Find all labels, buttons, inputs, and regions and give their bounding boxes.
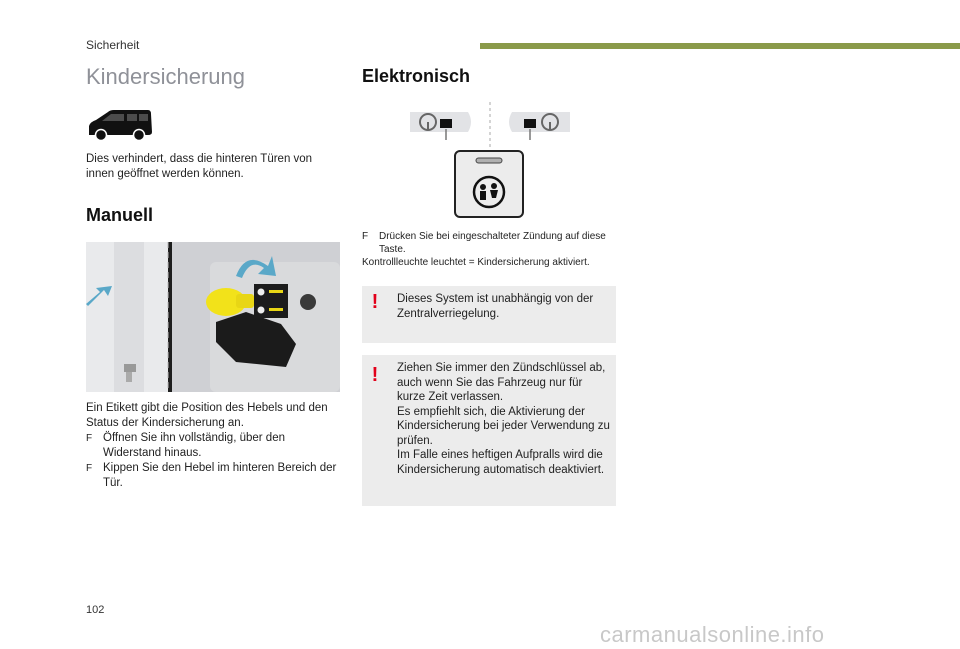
warning-icon: !	[371, 291, 379, 313]
warning-line: Im Falle eines heftigen Aufpralls wird die Kindersicherung automatisch deaktiviert.	[397, 449, 605, 476]
child-lock-button	[454, 150, 524, 218]
warning-box	[362, 355, 616, 506]
instruction-text: Drücken Sie bei eingeschalteter Zündung auf diese Taste.	[379, 231, 606, 255]
label-description	[86, 401, 342, 491]
header-accent-bar	[480, 43, 960, 49]
bullet-text: Öffnen Sie ihn vollständig, über den Widerstand hinaus.	[103, 432, 285, 459]
page-number: 102	[86, 604, 105, 616]
page-title: Kindersicherung	[86, 64, 245, 89]
instruction-block	[362, 230, 620, 269]
label-text: Ein Etikett gibt die Position des Hebels und den Status der Kindersicherung an.	[86, 402, 328, 429]
steering-position-illustration	[410, 102, 570, 148]
list-item	[362, 230, 620, 256]
warning-line: Es empfiehlt sich, die Aktivierung der Kindersicherung bei jeder Verwendung zu prüfen.	[397, 405, 610, 447]
watermark: carmanualsonline.info	[600, 622, 825, 647]
intro-text: Dies verhindert, dass die hinteren Türen von innen geöffnet werden können.	[86, 153, 313, 180]
warning-text	[397, 361, 611, 477]
warning-icon: !	[371, 364, 379, 386]
bullet-mark: F	[86, 463, 93, 474]
indicator-text: Kontrollleuchte leuchtet = Kindersicherung aktiviert.	[362, 257, 590, 268]
list-item	[86, 431, 342, 461]
car-icon	[86, 106, 154, 142]
electronic-heading: Elektronisch	[362, 66, 471, 86]
bullet-mark: F	[86, 433, 93, 444]
warning-box	[362, 286, 616, 343]
bullet-text: Kippen Sie den Hebel im hinteren Bereich der Tür.	[103, 462, 337, 489]
list-item	[86, 461, 342, 491]
manual-heading: Manuell	[86, 205, 154, 225]
bullet-mark: F	[362, 231, 369, 242]
door-lever-photo	[86, 242, 340, 392]
warning-text: Dieses System ist unabhängig von der Zentralverriegelung.	[397, 293, 594, 320]
section-label: Sicherheit	[86, 38, 140, 52]
warning-line: Ziehen Sie immer den Zündschlüssel ab, auch wenn Sie das Fahrzeug nur für kurze Zeit verlassen.	[397, 362, 606, 403]
